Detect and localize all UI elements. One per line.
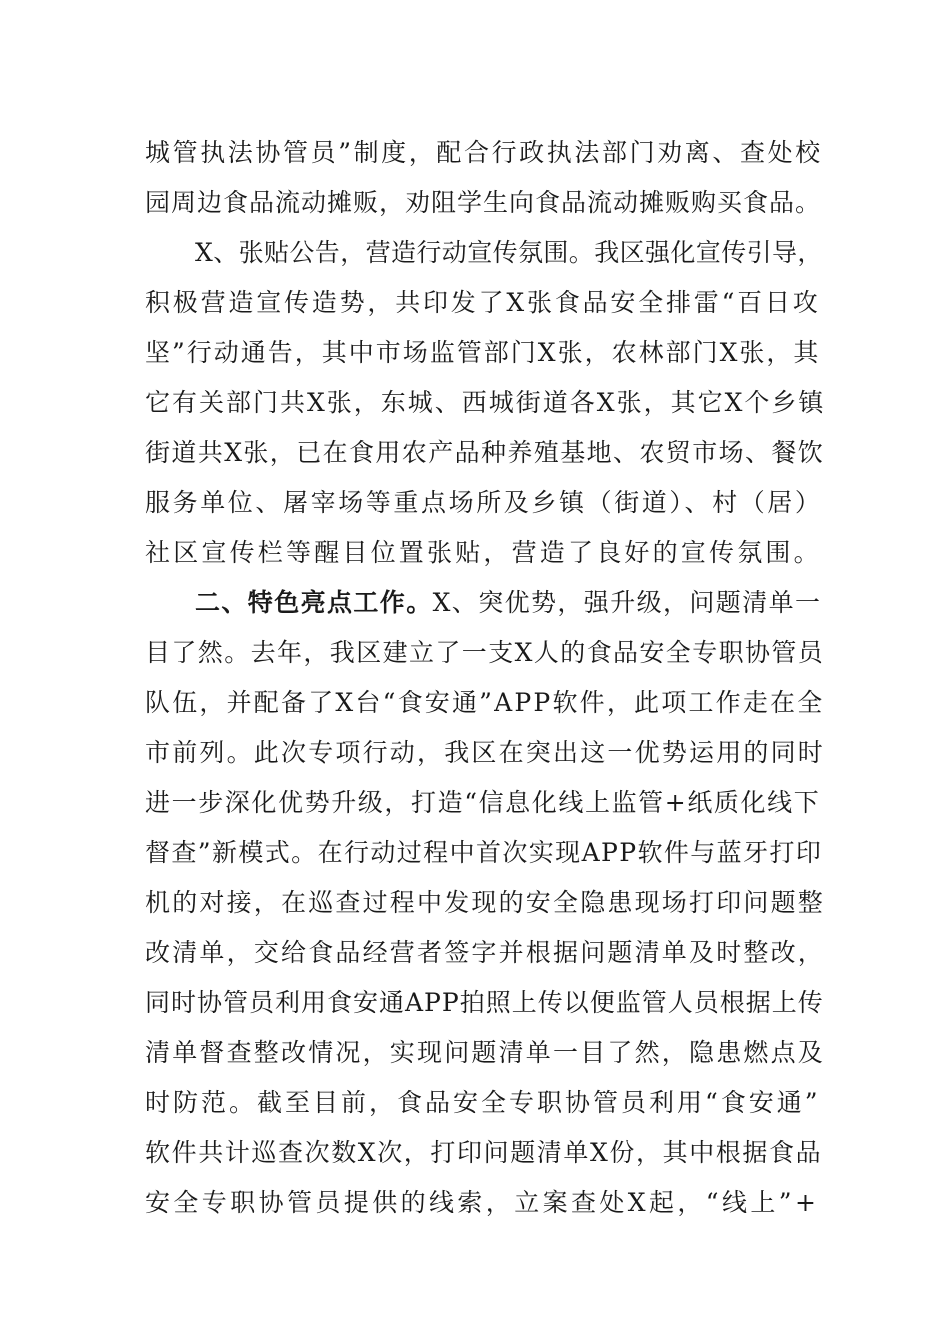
body-text-line: 时防范。截至目前，食品安全专职协管员利用“食安通” bbox=[145, 1088, 821, 1117]
body-text-line: 机的对接，在巡查过程中发现的安全隐患现场打印问题整 bbox=[145, 888, 826, 917]
body-text-line: X、张贴公告，营造行动宣传氛围。我区强化宣传引导， bbox=[195, 238, 823, 267]
body-text-line: 街道共X张，已在食用农产品种养殖基地、农贸市场、餐饮 bbox=[145, 438, 825, 467]
body-text-line: 督查”新模式。在行动过程中首次实现APP软件与蓝牙打印 bbox=[145, 838, 823, 867]
body-text-line: 软件共计巡查次数X次，打印问题清单X份，其中根据食品 bbox=[145, 1138, 823, 1167]
body-text-span: X、突优势，强升级，问题清单一 bbox=[432, 588, 822, 617]
body-text-line: 队伍，并配备了X台“食安通”APP软件，此项工作走在全 bbox=[145, 688, 825, 717]
body-text-line: 坚”行动通告，其中市场监管部门X张，农林部门X张，其 bbox=[145, 338, 821, 367]
body-text-line: 市前列。此次专项行动，我区在突出这一优势运用的同时 bbox=[145, 738, 826, 767]
body-text-line: 社区宣传栏等醒目位置张贴，营造了良好的宣传氛围。 bbox=[145, 538, 822, 567]
body-text-line: 清单督查整改情况，实现问题清单一目了然，隐患燃点及 bbox=[145, 1038, 826, 1067]
body-text-line: 改清单，交给食品经营者签字并根据问题清单及时整改， bbox=[145, 938, 826, 967]
section-heading: 二、特色亮点工作。 bbox=[195, 588, 433, 617]
body-text-line: 城管执法协管员”制度，配合行政执法部门劝离、查处校 bbox=[145, 138, 823, 167]
body-text-line: 积极营造宣传造势，共印发了X张食品安全排雷“百日攻 bbox=[145, 288, 821, 317]
body-text-line: 园周边食品流动摊贩，劝阻学生向食品流动摊贩购买食品。 bbox=[145, 188, 822, 217]
section-heading-line bbox=[195, 588, 825, 618]
body-text-line: 进一步深化优势升级，打造“信息化线上监管+纸质化线下 bbox=[145, 788, 821, 817]
body-text-line: 目了然。去年，我区建立了一支X人的食品安全专职协管员 bbox=[145, 638, 825, 667]
body-text-line: 它有关部门共X张，东城、西城街道各X张，其它X个乡镇 bbox=[145, 388, 826, 417]
body-text-line: 同时协管员利用食安通APP拍照上传以便监管人员根据上传 bbox=[145, 988, 824, 1017]
body-text-line: 安全专职协管员提供的线索，立案查处X起，“线上”+ bbox=[145, 1188, 820, 1217]
body-text-line: 服务单位、屠宰场等重点场所及乡镇（街道）、村（居） bbox=[145, 488, 823, 517]
